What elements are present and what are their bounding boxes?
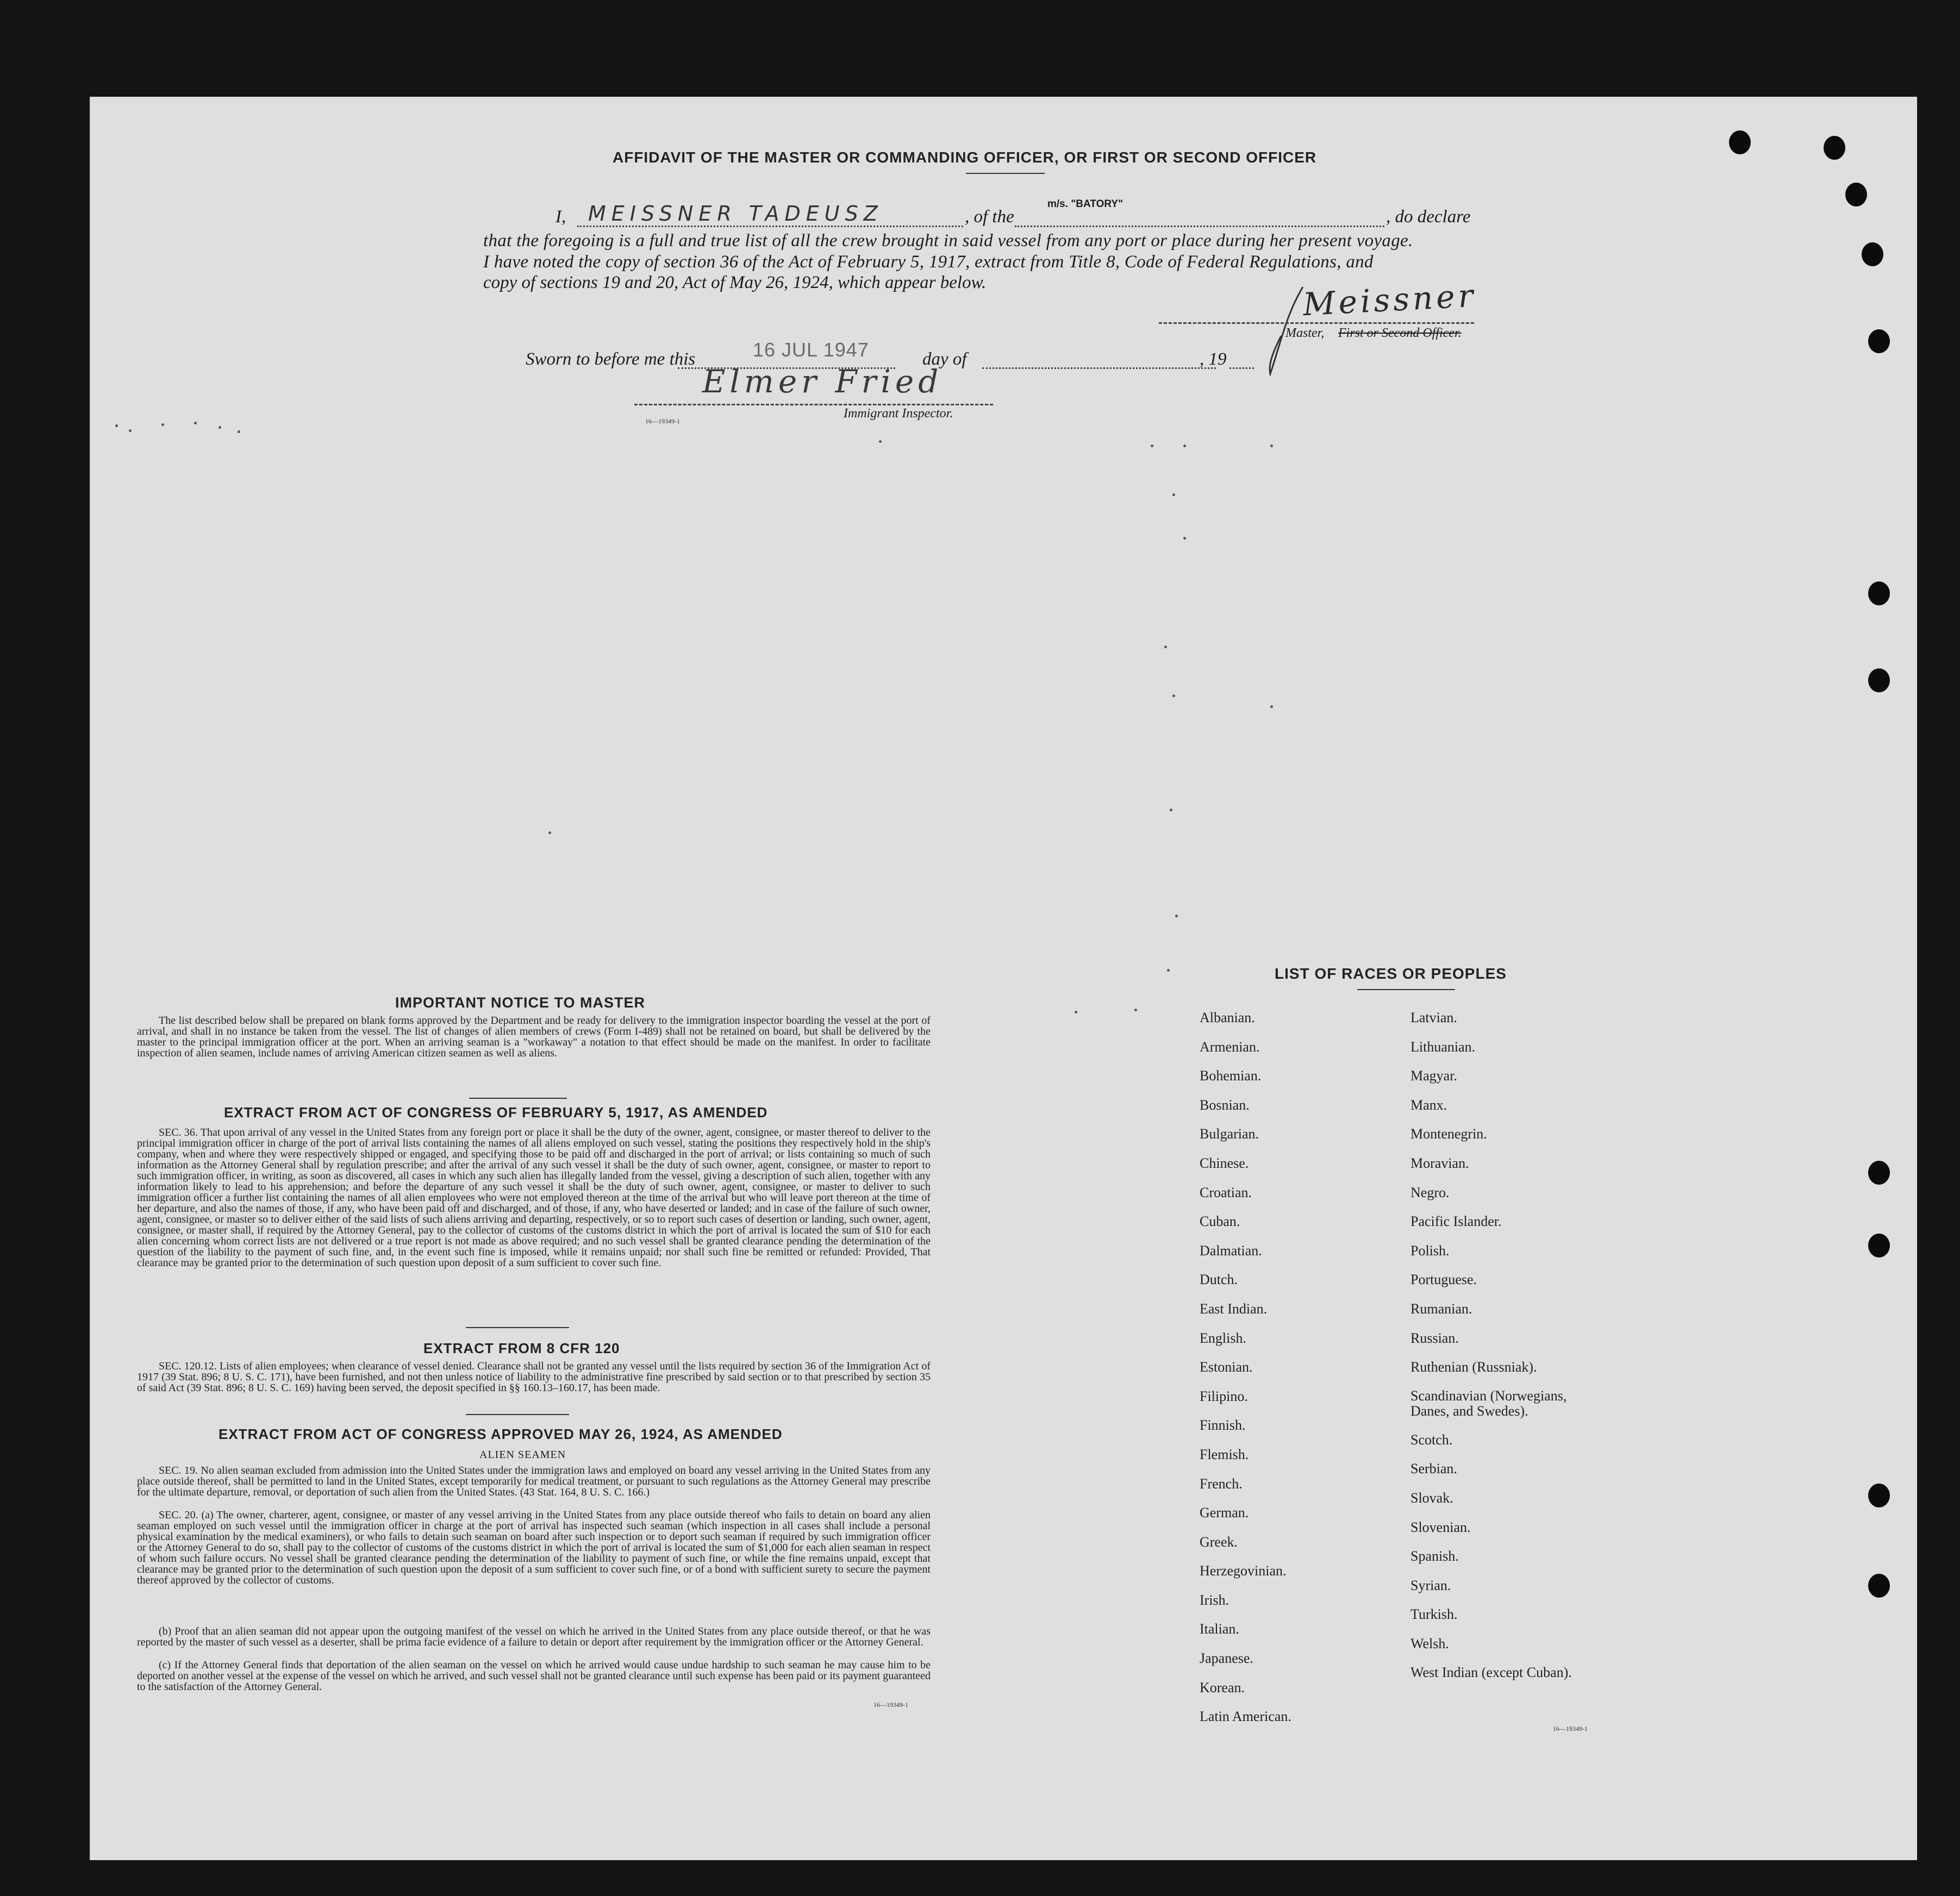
race-item: Slovenian. [1410,1519,1471,1535]
smudge-mark [1270,445,1273,447]
race-item: Japanese. [1200,1650,1253,1667]
day-of-label: day of [922,349,967,369]
affidavit-line-2: that the foregoing is a full and true list of all the crew brought in said vessel from any port or place during her present voyage. [483,231,1413,251]
race-item: Irish. [1200,1592,1229,1608]
punch-hole [1845,183,1867,207]
smudge-mark [161,423,164,426]
race-item: Flemish. [1200,1446,1249,1462]
alien-seamen-subtitle: ALIEN SEAMEN [479,1449,566,1461]
smudge-mark [219,426,221,429]
smudge-mark [1075,1011,1077,1013]
race-item: Armenian. [1200,1038,1260,1055]
punch-hole [1868,1484,1890,1507]
race-item: Bosnian. [1200,1097,1250,1113]
affidavit-line-3: I have noted the copy of section 36 of the Act of February 5, 1917, extract from Title 8, Code of Federal Regulations, and [483,252,1374,272]
races-column-1 [1200,1010,1374,1738]
race-item: Cuban. [1200,1213,1240,1230]
races-column-2 [1410,1010,1639,1694]
master-signature: Meissner [1302,277,1477,323]
race-item: Croatian. [1200,1184,1252,1200]
do-declare-label: , do declare [1386,207,1471,227]
race-item: Ruthenian (Russniak). [1410,1359,1537,1375]
race-item: Finnish. [1200,1417,1246,1434]
extract-cfr-title: EXTRACT FROM 8 CFR 120 [423,1340,620,1356]
year-line [1229,367,1254,369]
race-item: Bulgarian. [1200,1126,1259,1142]
extract-1924-sec20b: (b) Proof that an alien seaman did not appear upon the outgoing manifest of the vessel on which he arrived in the United States from any place outside thereof, or that he was reported by the master of such vessel as a deserter, shall be prima facie evidence of a failure to detain or deport after requirement by the immigration officer or the Attorney General. [137,1625,931,1648]
race-item: Dutch. [1200,1272,1238,1288]
race-item: Scotch. [1410,1431,1453,1448]
extract-form-number: 16—19349-1 [873,1701,908,1709]
race-item: Latin American. [1200,1709,1291,1725]
smudge-mark [238,430,240,433]
race-item: Herzegovinian. [1200,1563,1287,1579]
race-item: Filipino. [1200,1388,1248,1404]
smudge-mark [194,422,197,424]
race-item: Pacific Islander. [1410,1213,1502,1230]
race-item: Polish. [1410,1242,1450,1259]
sworn-label: Sworn to before me this [526,349,696,369]
extract-1917-title: EXTRACT FROM ACT OF CONGRESS OF FEBRUARY 5, 1917, AS AMENDED [224,1104,768,1121]
punch-hole [1868,1574,1890,1598]
smudge-mark [879,440,882,443]
smudge-mark [1134,1009,1137,1011]
race-item: Serbian. [1410,1461,1457,1477]
smudge-mark [1175,915,1178,917]
smudge-mark [548,831,551,834]
race-item: Scandinavian (Norwegians, Danes, and Swedes). [1410,1387,1567,1419]
race-item: Turkish. [1410,1606,1458,1623]
smudge-mark [115,424,118,427]
master-signature-line [1159,322,1474,324]
smudge-mark [1164,646,1167,648]
race-item: German. [1200,1505,1249,1521]
of-the-label: , of the [965,207,1014,227]
extract-1924-sec19: SEC. 19. No alien seaman excluded from admission into the United States under the immigration laws and employed on board any vessel arriving in the United States from any place outside thereof, shall be permitted to land in the United States, except temporarily for medical treatment, or pursuant to such regulations as the Attorney General may prescribe for the ultimate departure, removal, or deportation of such alien from the United States. (43 Stat. 164, 8 U. S. C. 166.) [137,1465,931,1498]
smudge-mark [1270,705,1273,708]
date-stamp: 16 JUL 1947 [753,339,869,361]
affidavit-pronoun: I, [555,207,566,227]
extract-1917-divider [466,1327,569,1328]
race-item: Italian. [1200,1621,1239,1637]
officer-name-field[interactable]: MEISSNER TADEUSZ [588,202,883,226]
smudge-mark [1167,969,1170,972]
affidavit-line-4: copy of sections 19 and 20, Act of May 26, 1924, which appear below. [483,273,987,292]
race-item: Montenegrin. [1410,1126,1487,1142]
master-label: Master, [1285,326,1325,340]
vessel-line [1015,226,1384,227]
struck-officer-label: First or Second Officer. [1338,326,1462,340]
smudge-mark [1183,445,1186,447]
inspector-label: Immigrant Inspector. [844,406,953,421]
race-item: West Indian (except Cuban). [1410,1665,1572,1681]
extract-cfr-text: SEC. 120.12. Lists of alien employees; when clearance of vessel denied. Clearance shall not be granted any vessel until the lists required by section 36 of the Immigration Act of 1917 (39 Stat. 896; 8 U. S. C. 171), have been furnished, and not then unless notice of liability to the administrative fine prescribed by said section or to that prescribed by section 35 of said Act (39 Stat. 896; 8 U. S. C. 169) having been served, the deposit specified in §§ 160.13–160.17, has been made. [137,1360,931,1394]
punch-hole [1729,130,1751,154]
smudge-mark [1172,493,1175,496]
punch-hole [1868,668,1890,692]
affidavit-title: AFFIDAVIT OF THE MASTER OR COMMANDING OFFICER, OR FIRST OR SECOND OFFICER [613,149,1317,166]
race-item: Magyar. [1410,1068,1457,1084]
race-item: Dalmatian. [1200,1242,1262,1259]
race-item: Moravian. [1410,1155,1469,1171]
smudge-mark [1151,445,1153,447]
race-item: Russian. [1410,1330,1459,1346]
punch-hole [1868,1161,1890,1185]
race-item: Korean. [1200,1679,1245,1695]
race-item: Slovak. [1410,1490,1453,1506]
title-underline [966,173,1045,174]
race-item: Spanish. [1410,1548,1459,1565]
race-item: Lithuanian. [1410,1038,1476,1055]
smudge-mark [1170,809,1172,811]
races-title: LIST OF RACES OR PEOPLES [1275,965,1507,982]
race-item: English. [1200,1330,1246,1346]
extract-1924-sec20c: (c) If the Attorney General finds that deportation of the alien seaman on the vessel on which he arrived would cause undue hardship to such seaman he may cause him to be deported on another vessel at the expense of the vessel on which he arrived, and such vessel shall not be granted clearance until such expense has been paid or its payment guaranteed to the satisfaction of the Attorney General. [137,1659,931,1693]
smudge-mark [1183,537,1186,540]
year-prefix: , 19 [1200,349,1227,369]
race-item: Manx. [1410,1097,1447,1113]
race-item: Welsh. [1410,1635,1449,1651]
notice-text: The list described below shall be prepared on blank forms approved by the Department and be ready for delivery to the immigration inspector boarding the vessel at the port of arrival, and shall in no instance be taken from the vessel. The list of changes of alien members of crews (Form I-489) shall not be retained on board, but shall be delivered by the master to the principal immigration officer at the port. When an arriving seaman is a "workaway" a notation to that effect should be made on the manifest. In order to facilitate inspection of alien seamen, include names of arriving American citizen seamen as well as aliens. [137,1015,931,1059]
race-item: French. [1200,1475,1243,1492]
race-item: Albanian. [1200,1010,1255,1025]
smudge-mark [129,429,132,432]
race-item: Bohemian. [1200,1068,1262,1084]
race-item: Rumanian. [1410,1300,1472,1317]
punch-hole [1868,329,1890,353]
punch-hole [1868,1234,1890,1257]
race-item: Greek. [1200,1534,1238,1550]
smudge-mark [1172,694,1175,697]
race-item: Portuguese. [1410,1272,1477,1288]
inspector-signature-line [634,404,993,405]
notice-title: IMPORTANT NOTICE TO MASTER [395,994,645,1011]
vessel-name: m/s. "BATORY" [1047,198,1123,210]
punch-hole [1868,581,1890,605]
race-item: Negro. [1410,1184,1450,1200]
races-title-underline [1357,989,1455,990]
inspector-signature: Elmer Fried [702,363,943,400]
race-item: Syrian. [1410,1577,1451,1593]
race-item: East Indian. [1200,1300,1268,1317]
extract-1924-sec20a: SEC. 20. (a) The owner, charterer, agent, consignee, or master of any vessel arriving in the United States from any place outside thereof who fails to detain on board any alien seaman employed on such vessel until the immigration officer in charge at the port of arrival has inspected such seaman (which inspection in all cases shall include a personal physical examination by the medical examiners), or who fails to detain such seaman on board after such inspection or to deport such seaman if required by such immigration officer or the Attorney General to do so, shall pay to the collector of customs of the customs district in which the port of arrival is located the sum of $1,000 for each alien seaman in respect of whom such failure occurs. No vessel shall be granted clearance pending the determination of the liability to payment of such fine, or while the fine remains unpaid, except that clearance may be granted prior to the determination of such question upon the deposit of a sum sufficient to cover such fine, or of a bond with sufficient surety to secure the payment thereof approved by the collector of customs. [137,1509,931,1586]
race-item: Estonian. [1200,1359,1253,1375]
extract-1924-title: EXTRACT FROM ACT OF CONGRESS APPROVED MAY 26, 1924, AS AMENDED [219,1426,783,1442]
races-form-number: 16—19349-1 [1553,1725,1588,1732]
affidavit-form-number: 16—19349-1 [645,417,680,425]
extract-1917-text: SEC. 36. That upon arrival of any vessel in the United States from any foreign port or place it shall be the duty of the owner, agent, consignee, or master thereof to deliver to the principal immigration officer in charge of the port of arrival lists containing the names of all aliens employed on such vessel, stating the positions they respectively hold in the ship's company, when and where they were respectively shipped or engaged, and specifying those to be paid off and discharged in the port of arrival; or lists containing so much of such information as the Attorney General shall by regulation prescribe; and after the arrival of any such vessel it shall be the duty of such owner, agent, consignee, or master to report to such immigration officer, in writing, as soon as discovered, all cases in which any such alien has illegally landed from the vessel, giving a description of such alien, together with any information likely to lead to his apprehension; and before the departure of any such vessel it shall be the duty of such owner, agent, consignee, or master to deliver to such immigration officer a further list containing the names of all alien employees who were not employed thereon at the time of the arrival but who will leave port thereon at the time of her departure, and also the names of those, if any, who have been paid off and discharged, and of those, if any, who have deserted or landed; and in case of the failure of such owner, agent, consignee, or master so to deliver either of the said lists of such aliens arriving and departing, respectively, or so to report such cases of desertion or landing, such owner, agent, consignee, or master shall, if required by the Attorney General, pay to the collector of customs of the customs district in which the port of arrival is located the sum of $10 for each alien concerning whom correct lists are not delivered or a true report is not made as above required; and no such vessel shall be granted clearance pending the determination of the question of the liability to the payment of such fine, and, in the event such fine is imposed, while it remains unpaid; nor shall such fine be remitted or refunded: Provided, That clearance may be granted prior to the determination of such question upon deposit of a sum sufficient to cover such fine. [137,1127,931,1269]
month-line [982,367,1216,369]
officer-name-line [577,226,963,227]
extract-cfr-divider [466,1414,569,1415]
punch-hole [1824,136,1845,160]
race-item: Latvian. [1410,1010,1457,1025]
document-page [90,97,1917,1860]
race-item: Chinese. [1200,1155,1249,1171]
punch-hole [1862,242,1883,266]
notice-divider [469,1098,567,1099]
